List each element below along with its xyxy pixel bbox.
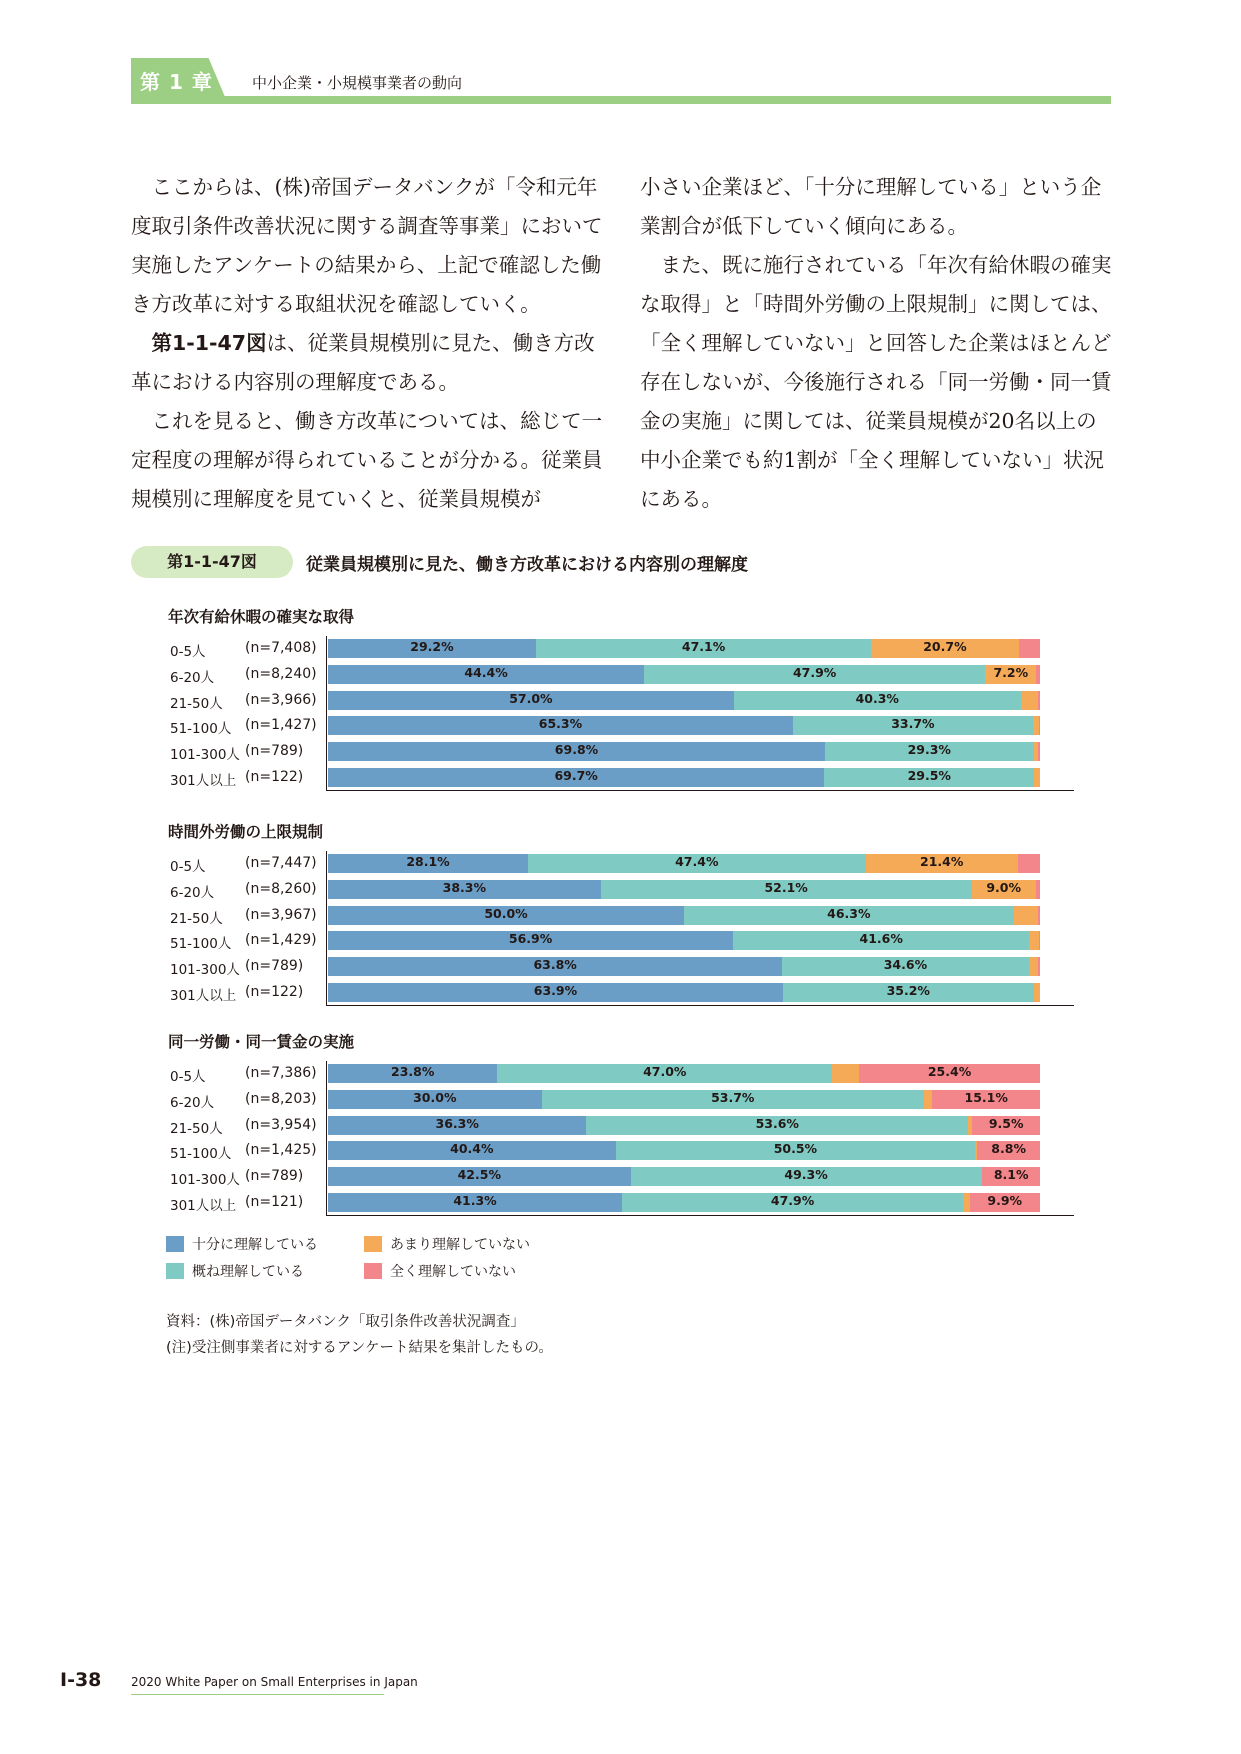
data-label: 50.0%	[484, 905, 528, 921]
sample-size-label: (n=7,408)	[245, 640, 317, 656]
axis-line	[326, 851, 327, 1005]
bar-segment-mostly	[824, 768, 1034, 787]
bar-segment-full	[328, 1141, 616, 1160]
bar-segment-full	[328, 1090, 542, 1109]
data-label: 53.6%	[755, 1115, 799, 1131]
category-label: 301人以上	[170, 1198, 237, 1214]
data-label: 9.5%	[988, 1115, 1024, 1131]
bar-segment-mostly	[825, 742, 1034, 761]
data-label: 69.8%	[554, 742, 599, 758]
data-label: 63.8%	[533, 957, 577, 973]
figure-badge: 第1-1-47図	[131, 546, 293, 578]
bar-segment-mostly	[783, 983, 1034, 1002]
bar-segment-none	[1038, 691, 1040, 710]
bar-segment-none	[1018, 854, 1040, 873]
category-label: 0-5人	[170, 1069, 206, 1085]
paragraph: 小さい企業ほど、「十分に理解している」という企業割合が低下していく傾向にある。	[640, 175, 1102, 238]
data-label: 40.4%	[450, 1141, 494, 1157]
axis-line	[326, 1061, 327, 1215]
stacked-bar	[328, 957, 1040, 976]
sample-size-label: (n=121)	[245, 1194, 304, 1210]
sample-size-label: (n=7,386)	[245, 1065, 317, 1081]
legend-swatch	[166, 1263, 184, 1279]
category-label: 301人以上	[170, 988, 237, 1004]
bar-segment-mostly	[644, 665, 985, 684]
data-label: 21.4%	[920, 854, 964, 869]
bar-segment-full	[328, 906, 684, 925]
bar-segment-none	[982, 1167, 1040, 1186]
stacked-bar	[328, 1167, 1040, 1186]
bar-segment-mostly	[782, 957, 1028, 976]
sample-size-label: (n=1,425)	[245, 1142, 317, 1159]
axis-line	[326, 1215, 1074, 1216]
page-number: I-38	[60, 1669, 102, 1691]
category-label: 51-100人	[170, 721, 232, 738]
bar-segment-none	[1038, 957, 1040, 976]
bar-segment-full	[328, 716, 793, 735]
stacked-bar	[328, 1090, 1040, 1109]
legend-label: 全く理解していない	[390, 1264, 516, 1280]
sample-size-label: (n=8,203)	[245, 1090, 317, 1107]
data-label: 40.3%	[855, 690, 899, 706]
stacked-bar	[328, 691, 1040, 710]
bar-segment-none	[1036, 880, 1040, 899]
paragraph: これを見ると、働き方改革については、総じて一定程度の理解が得られていることが分かる。従業員規模別に理解度を見ていくと、従業員規模が	[131, 409, 603, 511]
bar-segment-mostly	[542, 1090, 924, 1109]
bar-segment-little	[1014, 906, 1038, 925]
category-label: 51-100人	[170, 1146, 232, 1163]
bar-segment-none	[1036, 665, 1040, 684]
footer-rule	[131, 1694, 384, 1695]
bar-segment-little	[1029, 931, 1038, 950]
paragraph: ここからは、(株)帝国データバンクが「令和元年度取引条件改善状況に関する調査等事業」において実施したアンケートの結果から、上記で確認した働き方改革に対する取組状況を確認していく。	[131, 175, 603, 316]
bar-segment-none	[1038, 906, 1040, 925]
bar-segment-mostly	[734, 691, 1021, 710]
data-label: 44.4%	[464, 664, 508, 680]
data-label: 28.1%	[406, 854, 450, 869]
bar-segment-mostly	[622, 1193, 963, 1212]
sample-size-label: (n=789)	[245, 1168, 304, 1185]
category-label: 6-20人	[170, 669, 215, 686]
bar-segment-none	[1019, 639, 1040, 658]
sample-size-label: (n=1,427)	[245, 717, 317, 734]
sample-size-label: (n=1,429)	[245, 932, 317, 949]
sample-size-label: (n=789)	[245, 743, 304, 760]
data-label: 50.5%	[773, 1141, 818, 1157]
bar-segment-full	[328, 691, 734, 710]
stacked-bar	[328, 716, 1040, 735]
body-column-left	[131, 168, 605, 519]
data-label: 47.9%	[770, 1193, 815, 1208]
bar-segment-little	[832, 1064, 859, 1083]
data-label: 35.2%	[886, 983, 930, 998]
legend-label: 十分に理解している	[192, 1237, 318, 1253]
bar-segment-mostly	[497, 1064, 832, 1083]
source-note: 資料：(株)帝国データバンク「取引条件改善状況調査」	[166, 1314, 525, 1330]
stacked-bar	[328, 1141, 1040, 1160]
bar-segment-mostly	[631, 1167, 982, 1186]
axis-line	[326, 1005, 1074, 1006]
chart-title: 時間外労働の上限規制	[168, 823, 324, 841]
sample-size-label: (n=122)	[245, 984, 304, 1000]
bar-segment-none	[1039, 931, 1040, 950]
bar-segment-none	[1039, 716, 1040, 735]
bar-segment-none	[932, 1090, 1040, 1109]
data-label: 29.3%	[907, 742, 951, 758]
data-label: 47.1%	[681, 639, 726, 654]
data-label: 15.1%	[964, 1089, 1008, 1105]
legend-swatch	[364, 1236, 382, 1252]
data-label: 46.3%	[827, 905, 871, 921]
data-label: 47.9%	[792, 664, 837, 680]
data-label: 29.5%	[907, 768, 951, 783]
footnote: (注)受注側事業者に対するアンケート結果を集計したもの。	[166, 1340, 553, 1356]
bar-segment-none	[977, 1141, 1040, 1160]
data-label: 33.7%	[891, 716, 935, 732]
publication-name: 2020 White Paper on Small Enterprises in Japan	[131, 1675, 418, 1689]
data-label: 63.9%	[533, 983, 578, 998]
sample-size-label: (n=3,966)	[245, 691, 317, 708]
bar-segment-mostly	[616, 1141, 976, 1160]
data-label: 8.8%	[991, 1141, 1026, 1157]
legend-label: 概ね理解している	[192, 1264, 304, 1280]
data-label: 9.9%	[987, 1193, 1023, 1208]
bar-segment-full	[328, 639, 536, 658]
bar-segment-full	[328, 983, 783, 1002]
stacked-bar	[328, 1064, 1040, 1083]
bar-segment-full	[328, 1064, 497, 1083]
body-column-right	[640, 168, 1114, 519]
bar-segment-full	[328, 880, 601, 899]
category-label: 6-20人	[170, 1094, 215, 1111]
data-label: 7.2%	[993, 664, 1029, 680]
bar-segment-full	[328, 1167, 631, 1186]
sample-size-label: (n=8,240)	[245, 665, 317, 682]
category-label: 101-300人	[170, 1172, 240, 1189]
data-label: 9.0%	[986, 879, 1021, 895]
legend-swatch	[364, 1263, 382, 1279]
data-label: 8.1%	[993, 1167, 1029, 1183]
category-label: 101-300人	[170, 962, 240, 979]
bar-segment-little	[1021, 691, 1038, 710]
bar-segment-mostly	[528, 854, 865, 873]
data-label: 56.9%	[508, 931, 553, 947]
data-label: 41.3%	[453, 1193, 497, 1208]
chapter-label: 第 1 章	[140, 70, 213, 94]
header-rule	[131, 96, 1111, 104]
legend-item-mostly	[166, 1261, 304, 1281]
bar-segment-full	[328, 957, 782, 976]
category-label: 21-50人	[170, 695, 223, 712]
category-label: 0-5人	[170, 859, 206, 875]
figure-title: 従業員規模別に見た、働き方改革における内容別の理解度	[306, 555, 748, 575]
bar-segment-mostly	[601, 880, 972, 899]
bar-segment-full	[328, 1193, 622, 1212]
bar-segment-little	[985, 665, 1036, 684]
legend-item-full	[166, 1234, 318, 1254]
data-label: 41.6%	[859, 931, 903, 947]
data-label: 49.3%	[784, 1167, 828, 1183]
category-label: 101-300人	[170, 747, 240, 764]
data-label: 38.3%	[442, 879, 487, 895]
data-label: 65.3%	[538, 716, 583, 732]
bar-segment-full	[328, 1116, 586, 1135]
figure-reference: 第1-1-47図	[151, 331, 267, 355]
axis-line	[326, 636, 327, 790]
legend-swatch	[166, 1236, 184, 1252]
stacked-bar	[328, 854, 1040, 873]
bar-segment-little	[1034, 768, 1040, 787]
data-label: 23.8%	[391, 1064, 435, 1079]
data-label: 36.3%	[435, 1115, 479, 1131]
chapter-title: 中小企業・小規模事業者の動向	[252, 74, 463, 92]
bar-segment-none	[972, 1116, 1040, 1135]
category-label: 6-20人	[170, 884, 215, 901]
data-label: 25.4%	[927, 1064, 972, 1079]
category-label: 0-5人	[170, 644, 206, 660]
stacked-bar	[328, 768, 1040, 787]
sample-size-label: (n=7,447)	[245, 855, 317, 871]
bar-segment-mostly	[536, 639, 871, 658]
axis-line	[326, 790, 1074, 791]
bar-segment-full	[328, 665, 644, 684]
bar-segment-mostly	[684, 906, 1014, 925]
bar-segment-little	[1034, 983, 1040, 1002]
bar-segment-full	[328, 931, 733, 950]
bar-segment-full	[328, 854, 528, 873]
data-label: 47.4%	[675, 854, 719, 869]
bar-segment-little	[1029, 957, 1038, 976]
bar-segment-little	[866, 854, 1018, 873]
stacked-bar	[328, 665, 1040, 684]
stacked-bar	[328, 983, 1040, 1002]
sample-size-label: (n=3,967)	[245, 906, 317, 923]
bar-segment-none	[970, 1193, 1040, 1212]
bar-segment-little	[871, 639, 1018, 658]
sample-size-label: (n=122)	[245, 769, 304, 785]
category-label: 21-50人	[170, 1120, 223, 1137]
stacked-bar	[328, 639, 1040, 658]
sample-size-label: (n=789)	[245, 958, 304, 975]
data-label: 29.2%	[410, 639, 454, 654]
sample-size-label: (n=3,954)	[245, 1116, 317, 1133]
category-label: 301人以上	[170, 773, 237, 789]
bar-segment-little	[924, 1090, 933, 1109]
data-label: 52.1%	[764, 879, 808, 895]
data-label: 53.7%	[711, 1089, 755, 1105]
data-label: 57.0%	[509, 690, 553, 706]
stacked-bar	[328, 742, 1040, 761]
data-label: 34.6%	[883, 957, 928, 973]
data-label: 20.7%	[923, 639, 967, 654]
bar-segment-mostly	[586, 1116, 968, 1135]
paragraph: また、既に施行されている「年次有給休暇の確実な取得」と「時間外労働の上限規制」に関しては、「全く理解していない」と回答した企業はほとんど存在しないが、今後施行される「同一労働・同一賃金の実施」に関しては、従業員規模が20名以上の中小企業でも約1割が「全く理解していない」状況にある。	[640, 253, 1112, 511]
bar-segment-little	[972, 880, 1036, 899]
bar-segment-full	[328, 742, 825, 761]
data-label: 69.7%	[554, 768, 598, 783]
bar-segment-none	[1038, 742, 1040, 761]
data-label: 30.0%	[413, 1089, 457, 1105]
stacked-bar	[328, 931, 1040, 950]
stacked-bar	[328, 1193, 1040, 1212]
data-label: 47.0%	[643, 1064, 687, 1079]
legend-item-none	[364, 1261, 516, 1281]
bar-segment-mostly	[793, 716, 1033, 735]
legend-label: あまり理解していない	[390, 1237, 530, 1253]
bar-segment-none	[859, 1064, 1040, 1083]
chart-title: 同一労働・同一賃金の実施	[168, 1033, 355, 1051]
category-label: 21-50人	[170, 910, 223, 927]
stacked-bar	[328, 906, 1040, 925]
legend-item-little	[364, 1234, 530, 1254]
stacked-bar	[328, 1116, 1040, 1135]
sample-size-label: (n=8,260)	[245, 880, 317, 897]
bar-segment-full	[328, 768, 824, 787]
paragraph: 第1-1-47図は、従業員規模別に見た、働き方改革における内容別の理解度である。	[131, 331, 595, 394]
stacked-bar	[328, 880, 1040, 899]
category-label: 51-100人	[170, 936, 232, 953]
data-label: 42.5%	[457, 1167, 501, 1183]
bar-segment-mostly	[733, 931, 1029, 950]
chart-title: 年次有給休暇の確実な取得	[168, 608, 355, 626]
